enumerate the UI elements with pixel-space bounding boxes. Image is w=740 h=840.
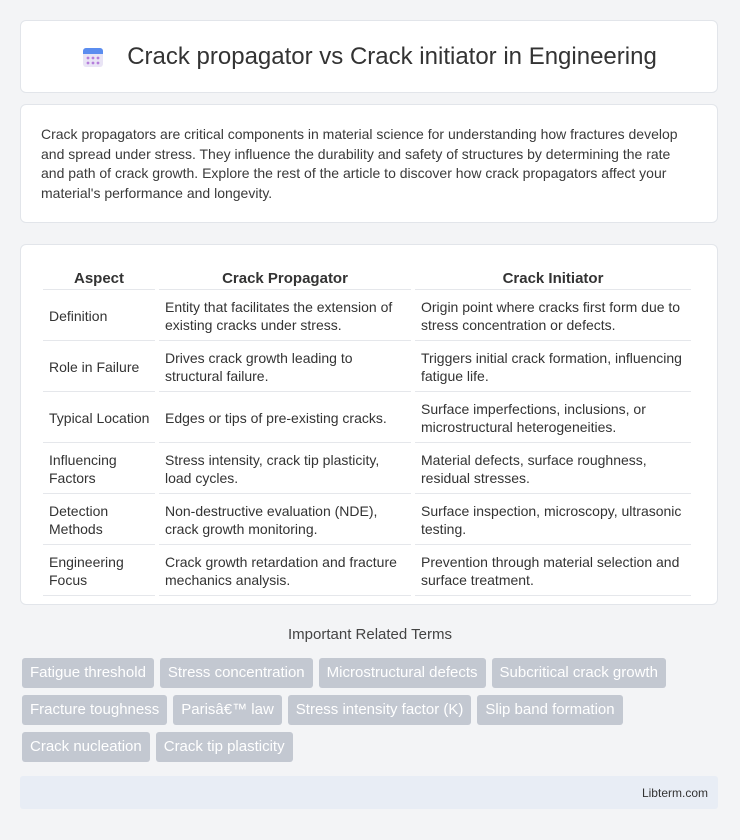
table-cell: Typical Location — [43, 394, 155, 443]
table-cell: Non-destructive evaluation (NDE), crack growth monitoring. — [159, 496, 411, 545]
term-tag[interactable]: Fatigue threshold — [22, 658, 154, 688]
table-cell: Definition — [43, 292, 155, 341]
table-cell: Role in Failure — [43, 343, 155, 392]
table-cell: Material defects, surface roughness, residual stresses. — [415, 445, 691, 494]
table-cell: Origin point where cracks first form due to stress concentration or defects. — [415, 292, 691, 341]
footer-site-link[interactable]: Libterm.com — [641, 785, 708, 800]
term-tag[interactable]: Subcritical crack growth — [492, 658, 666, 688]
term-tag[interactable]: Slip band formation — [477, 695, 622, 725]
term-tag[interactable]: Microstructural defects — [319, 658, 486, 688]
table-cell: Surface inspection, microscopy, ultrasonic testing. — [415, 496, 691, 545]
table-cell: Triggers initial crack formation, influencing fatigue life. — [415, 343, 691, 392]
table-cell: Engineering Focus — [43, 547, 155, 596]
table-row — [43, 547, 691, 596]
column-header: Aspect — [43, 267, 155, 290]
table-cell: Entity that facilitates the extension of existing cracks under stress. — [159, 292, 411, 341]
table-cell: Edges or tips of pre-existing cracks. — [159, 394, 411, 443]
table-cell: Crack growth retardation and fracture mechanics analysis. — [159, 547, 411, 596]
page-title: Crack propagator vs Crack initiator in Engineering — [127, 42, 657, 70]
term-tag[interactable]: Parisâ€™ law — [173, 695, 282, 725]
column-header: Crack Initiator — [415, 267, 691, 290]
table-cell: Prevention through material selection and surface treatment. — [415, 547, 691, 596]
table-row — [43, 445, 691, 494]
intro-text: Crack propagators are critical components in material science for understanding how fractures develop and spread under stress. They influence the durability and safety of structures by determining the rate and path of crack growth. Explore the rest of the article to discover how crack propagators affect your material's performance and longevity. — [41, 126, 678, 201]
table-cell: Drives crack growth leading to structural failure. — [159, 343, 411, 392]
column-header: Crack Propagator — [159, 267, 411, 290]
header-card — [20, 20, 718, 93]
calendar-icon — [81, 45, 105, 69]
table-cell: Influencing Factors — [43, 445, 155, 494]
related-terms-list — [22, 658, 722, 769]
term-tag[interactable]: Crack tip plasticity — [156, 732, 293, 762]
table-row — [43, 496, 691, 545]
term-tag[interactable]: Fracture toughness — [22, 695, 167, 725]
term-tag[interactable]: Crack nucleation — [22, 732, 150, 762]
table-row — [43, 394, 691, 443]
comparison-table — [39, 265, 695, 598]
table-cell: Surface imperfections, inclusions, or microstructural heterogeneities. — [415, 394, 691, 443]
term-tag[interactable]: Stress concentration — [160, 658, 313, 688]
table-header-row — [43, 267, 691, 290]
intro-card — [20, 104, 718, 223]
term-tag[interactable]: Stress intensity factor (K) — [288, 695, 472, 725]
comparison-card — [20, 244, 718, 605]
footer — [20, 776, 718, 809]
table-row — [43, 292, 691, 341]
table-cell: Stress intensity, crack tip plasticity, load cycles. — [159, 445, 411, 494]
table-cell: Detection Methods — [43, 496, 155, 545]
table-row — [43, 343, 691, 392]
related-terms-title: Important Related Terms — [288, 626, 452, 643]
